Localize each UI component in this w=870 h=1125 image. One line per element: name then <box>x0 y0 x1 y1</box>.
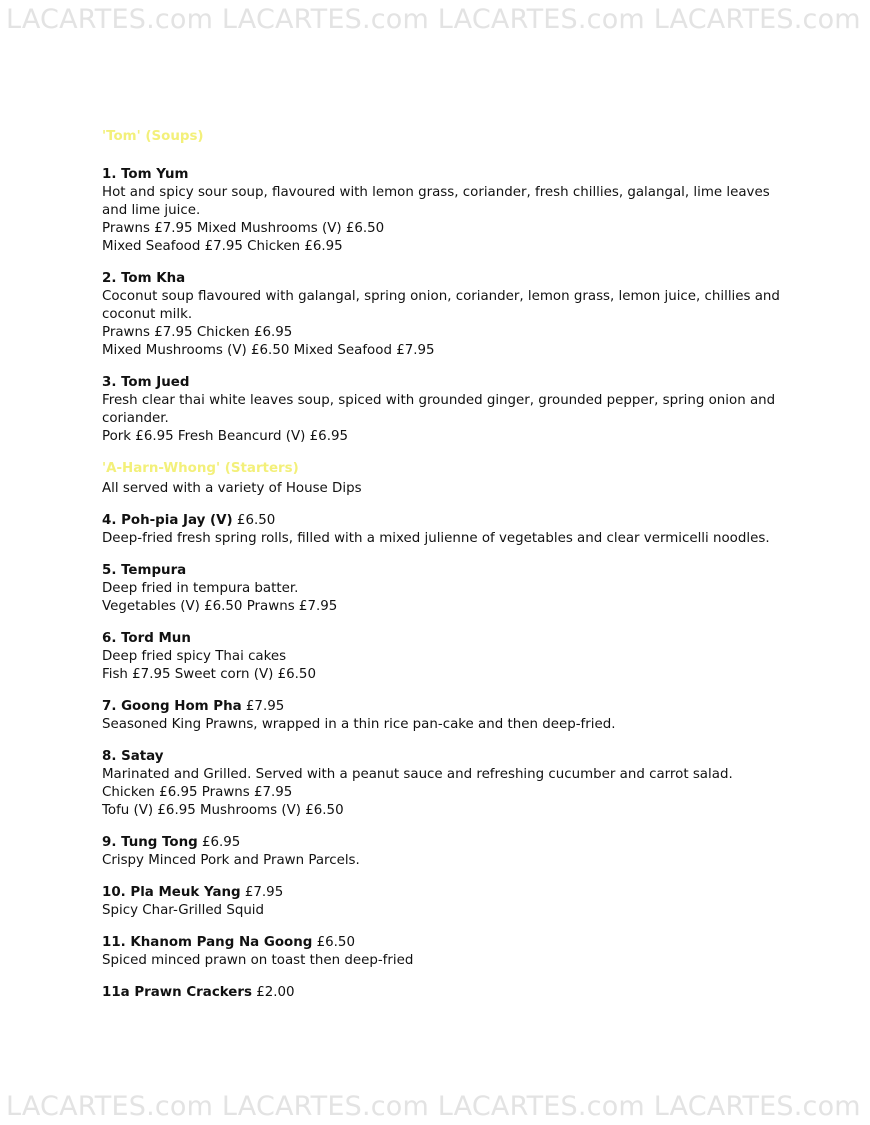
menu-item <box>102 698 782 734</box>
item-price: £6.50 <box>236 513 276 528</box>
section-soups <box>102 128 782 446</box>
item-price-line: Chicken £6.95 Prawns £7.95 <box>102 785 293 800</box>
item-description: Fresh clear thai white leaves soup, spiced with grounded ginger, grounded pepper, spring onion and coriander. <box>102 393 776 426</box>
item-price-line: Mixed Seafood £7.95 Chicken £6.95 <box>102 239 343 254</box>
item-description: Coconut soup flavoured with galangal, spring onion, coriander, lemon grass, lemon juice, chillies and coconut milk. <box>102 289 780 322</box>
watermark-bottom: LACARTES.com LACARTES.com LACARTES.com LACARTES.com <box>6 1093 861 1120</box>
menu-item <box>102 270 782 360</box>
section-starters <box>102 460 782 1002</box>
item-title: 2. Tom Kha <box>102 271 186 286</box>
item-price: £7.95 <box>244 885 284 900</box>
item-title: 5. Tempura <box>102 563 187 578</box>
item-description: Spicy Char-Grilled Squid <box>102 903 265 918</box>
item-title: 9. Tung Tong <box>102 835 198 850</box>
item-price: £6.50 <box>316 935 355 950</box>
item-price-line: Vegetables (V) £6.50 Prawns £7.95 <box>102 599 338 614</box>
item-heading <box>102 984 782 1002</box>
item-price-line: Mixed Mushrooms (V) £6.50 Mixed Seafood £7.95 <box>102 343 435 358</box>
watermark-top: LACARTES.com LACARTES.com LACARTES.com LACARTES.com <box>6 6 861 33</box>
item-title: 6. Tord Mun <box>102 631 191 646</box>
menu-item <box>102 512 782 548</box>
item-heading <box>102 374 782 392</box>
menu-item <box>102 374 782 446</box>
item-description: Deep fried spicy Thai cakes <box>102 649 287 664</box>
item-price-line: Prawns £7.95 Mixed Mushrooms (V) £6.50 <box>102 221 385 236</box>
item-heading <box>102 630 782 648</box>
menu-item <box>102 166 782 256</box>
menu-item <box>102 884 782 920</box>
item-title: 1. Tom Yum <box>102 167 189 182</box>
item-description: Marinated and Grilled. Served with a peanut sauce and refreshing cucumber and carrot salad. <box>102 767 733 782</box>
item-heading <box>102 934 782 952</box>
section-title: 'A-Harn-Whong' (Starters) <box>102 461 299 476</box>
menu-item <box>102 630 782 684</box>
item-description: Spiced minced prawn on toast then deep-fried <box>102 953 414 968</box>
item-heading <box>102 562 782 580</box>
item-title: 11a Prawn Crackers <box>102 985 252 1000</box>
item-title: 4. Poh-pia Jay (V) <box>102 513 233 528</box>
menu-item <box>102 834 782 870</box>
item-price-line: Tofu (V) £6.95 Mushrooms (V) £6.50 <box>102 803 344 818</box>
item-title: 7. Goong Hom Pha <box>102 699 242 714</box>
item-description: Deep fried in tempura batter. <box>102 581 299 596</box>
item-heading <box>102 834 782 852</box>
item-description: Seasoned King Prawns, wrapped in a thin rice pan-cake and then deep-fried. <box>102 717 616 732</box>
item-heading <box>102 166 782 184</box>
item-title: 3. Tom Jued <box>102 375 190 390</box>
item-price-line: Fish £7.95 Sweet corn (V) £6.50 <box>102 667 316 682</box>
item-description: Hot and spicy sour soup, flavoured with lemon grass, coriander, fresh chillies, galangal, lime leaves and lime juice. <box>102 185 770 218</box>
item-heading <box>102 884 782 902</box>
item-price-line: Pork £6.95 Fresh Beancurd (V) £6.95 <box>102 429 348 444</box>
item-price-line: Prawns £7.95 Chicken £6.95 <box>102 325 293 340</box>
item-heading <box>102 698 782 716</box>
menu-item <box>102 748 782 820</box>
menu-document <box>102 128 782 1016</box>
item-description: Deep-fried fresh spring rolls, filled with a mixed julienne of vegetables and clear vermicelli noodles. <box>102 531 770 546</box>
item-title: 10. Pla Meuk Yang <box>102 885 241 900</box>
item-heading <box>102 512 782 530</box>
menu-item <box>102 984 782 1002</box>
item-heading <box>102 270 782 288</box>
section-title: 'Tom' (Soups) <box>102 129 204 144</box>
item-price: £6.95 <box>201 835 241 850</box>
item-price: £2.00 <box>256 985 295 1000</box>
menu-item <box>102 934 782 970</box>
menu-item <box>102 562 782 616</box>
item-title: 8. Satay <box>102 749 164 764</box>
item-description: Crispy Minced Pork and Prawn Parcels. <box>102 853 360 868</box>
item-price: £7.95 <box>245 699 285 714</box>
section-note: All served with a variety of House Dips <box>102 481 362 496</box>
item-title: 11. Khanom Pang Na Goong <box>102 935 313 950</box>
item-heading <box>102 748 782 766</box>
